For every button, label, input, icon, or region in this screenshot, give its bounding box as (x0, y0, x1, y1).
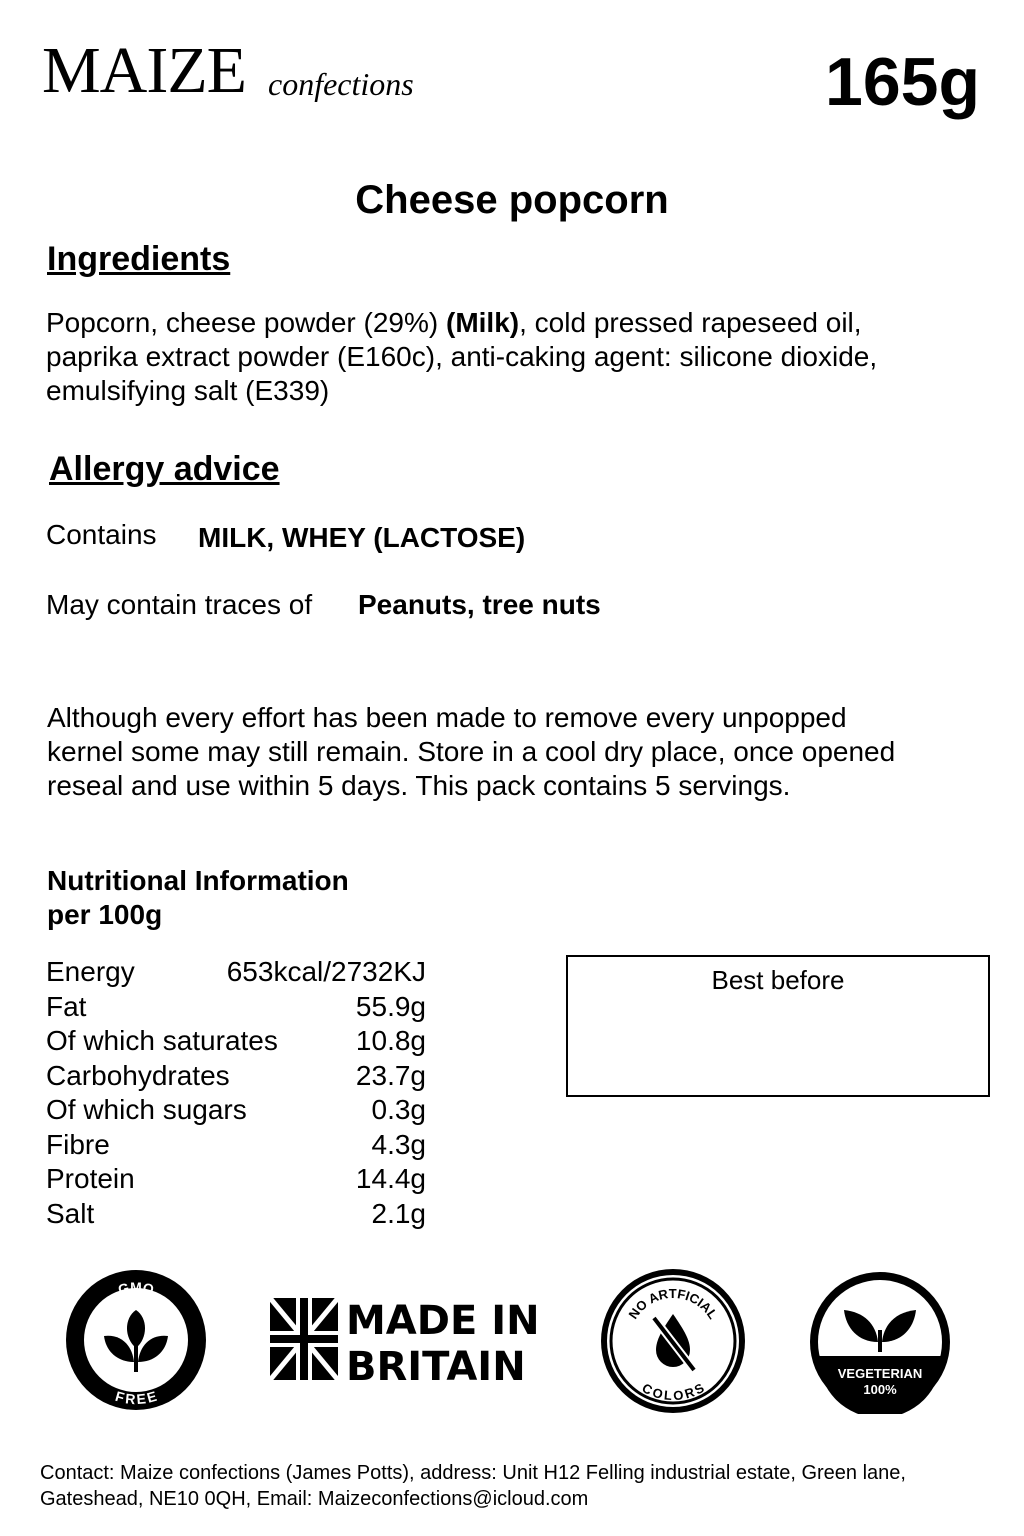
nutrition-label: Of which sugars (46, 1094, 247, 1125)
nutrition-label: Carbohydrates (46, 1059, 230, 1091)
nutrition-value: 2.1g (371, 1197, 426, 1229)
storage-line-3: reseal and use within 5 days. This pack contains 5 servings. (47, 770, 791, 801)
storage-line-2: kernel some may still remain. Store in a cool dry place, once opened (47, 736, 896, 767)
nutrition-value: 14.4g (355, 1163, 426, 1194)
contains-value: MILK, WHEY (LACTOSE) (198, 522, 526, 553)
nutrition-title-line-1: Nutritional Information (47, 865, 349, 896)
best-before-box (566, 955, 990, 1097)
vegetarian-text: VEGETERIAN (837, 1366, 923, 1381)
nutrition-row (46, 1128, 426, 1163)
nutrition-label: Fibre (46, 1128, 110, 1160)
net-weight: 165g (825, 44, 980, 120)
contact-line-1: Contact: Maize confections (James Potts), address: Unit H12 Felling industrial estate, Green lane, (40, 1462, 906, 1484)
no-artificial-colors-badge (598, 1266, 748, 1416)
contact-footer (40, 1460, 1000, 1512)
nutrition-value: 0.3g (371, 1094, 426, 1125)
artificial-badge-bottom-text: COLORS (639, 1380, 707, 1404)
contains-label: Contains (46, 519, 157, 550)
nutrition-label: Salt (46, 1197, 95, 1229)
gmo-badge-bottom-text: FREE (113, 1387, 159, 1408)
gmo-free-badge (62, 1266, 210, 1414)
ingredients-line-1 (46, 306, 986, 340)
ingredients-line-1-a: Popcorn, cheese powder (29%) (46, 307, 439, 338)
ingredients-text (46, 306, 986, 408)
nutrition-row (46, 955, 426, 990)
britain-text: BRITAIN (346, 1344, 526, 1386)
nutrition-row (46, 1059, 426, 1094)
traces-label: May contain traces of (46, 589, 313, 620)
product-name: Cheese popcorn (355, 178, 669, 222)
ingredients-line-3: emulsifying salt (E339) (46, 375, 330, 406)
nutrition-row (46, 1197, 426, 1232)
nutrition-value: 653kcal/2732KJ (226, 956, 426, 987)
brand-logo-text: MAIZE (42, 34, 246, 107)
ingredients-allergen: (Milk) (446, 307, 520, 338)
gmo-badge-top-text: GMO (116, 1279, 156, 1298)
nutrition-value: 4.3g (371, 1128, 426, 1160)
nutrition-title-line-2: per 100g (47, 899, 163, 930)
nutrition-row (46, 1162, 426, 1197)
storage-text (47, 701, 997, 803)
nutrition-label: Protein (46, 1163, 135, 1194)
traces-value: Peanuts, tree nuts (358, 589, 601, 620)
best-before-label: Best before (711, 965, 845, 995)
nutrition-label: Fat (46, 990, 87, 1022)
brand-logo-subtext: confections (268, 66, 414, 102)
nutrition-label: Of which saturates (46, 1025, 278, 1056)
storage-line-1: Although every effort has been made to remove every unpopped (47, 702, 847, 733)
nutrition-value: 55.9g (355, 990, 426, 1022)
vegetarian-badge (808, 1270, 952, 1414)
nutrition-row (46, 1024, 426, 1059)
union-flag-icon (270, 1298, 338, 1380)
made-in-britain-badge (270, 1296, 540, 1386)
ingredients-line-1-b: , cold pressed rapeseed oil, (519, 307, 862, 338)
artificial-badge-top-text: NO ARTFICIAL (625, 1285, 721, 1322)
nutrition-table (46, 955, 426, 1231)
nutrition-value: 23.7g (355, 1059, 426, 1091)
allergy-heading: Allergy advice (49, 450, 280, 488)
ingredients-heading: Ingredients (47, 240, 231, 278)
nutrition-title (47, 864, 349, 932)
contact-line-2: Gateshead, NE10 0QH, Email: Maizeconfections@icloud.com (40, 1488, 589, 1510)
vegetarian-percent-text: 100% (863, 1382, 897, 1397)
nutrition-row (46, 990, 426, 1025)
made-in-text: MADE IN (346, 1298, 540, 1344)
nutrition-value: 10.8g (355, 1025, 426, 1056)
nutrition-row (46, 1093, 426, 1128)
nutrition-label: Energy (46, 956, 135, 987)
ingredients-line-2: paprika extract powder (E160c), anti-caking agent: silicone dioxide, (46, 341, 878, 372)
